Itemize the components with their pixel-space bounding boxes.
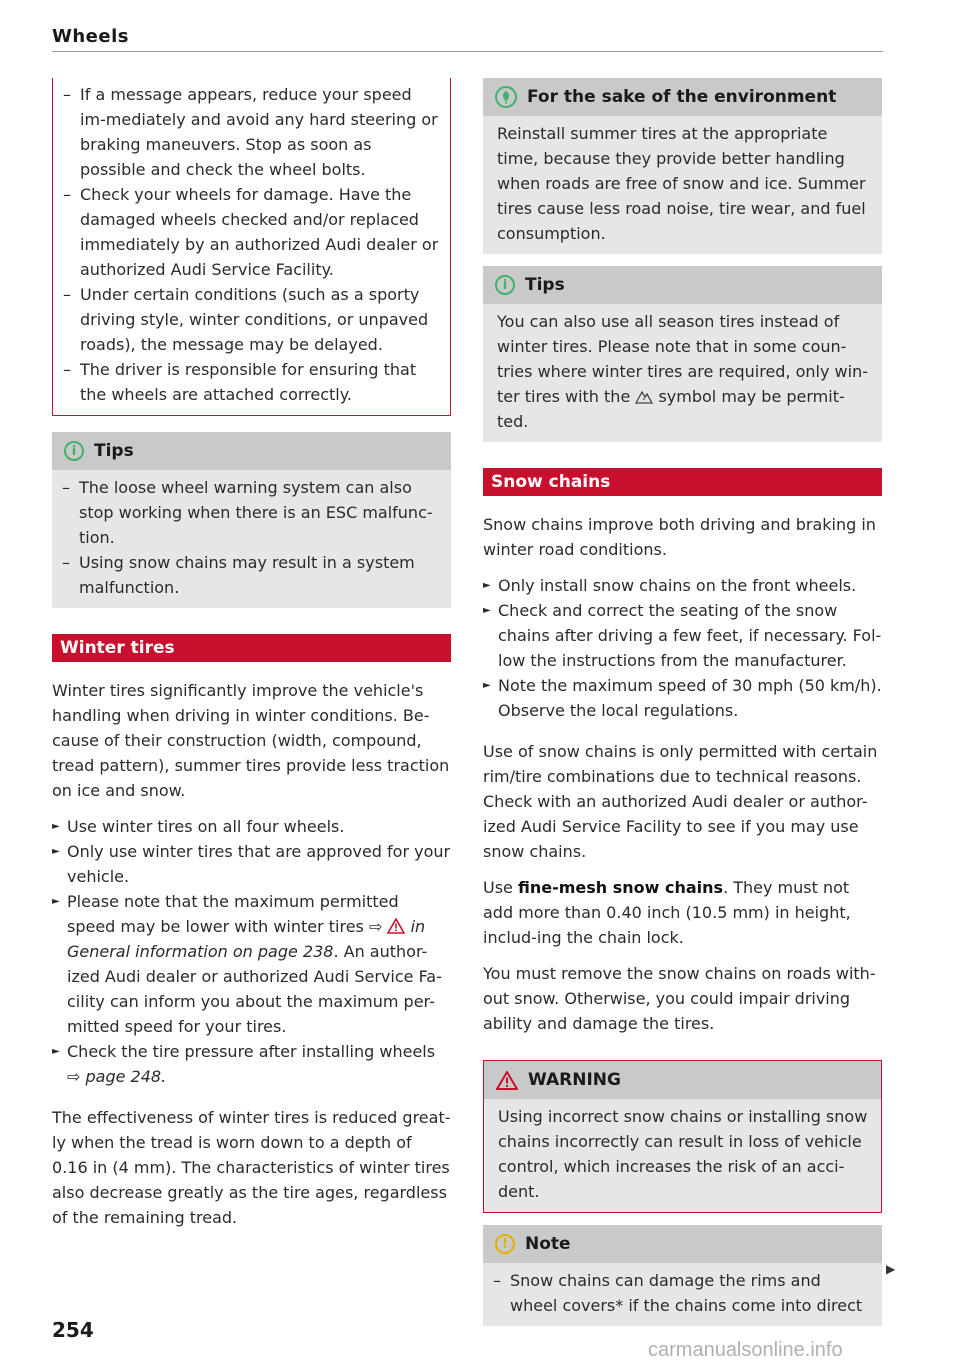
watermark: carmanualsonline.info — [648, 1339, 843, 1361]
winter-outro: The effectiveness of winter tires is reduced great-ly when the tread is worn down to a depth of 0.16 in (4 mm). The characteristics of winter tires also decrease greatly as the tire ages, regardless of the remaining tread. — [52, 1108, 451, 1227]
section-title-snow-chains: Snow chains — [483, 468, 882, 496]
environment-header — [483, 78, 882, 116]
tips-item: – The loose wheel warning system can also stop working when there is an ESC malfunc-tion. — [52, 475, 439, 550]
snow-paragraph: You must remove the snow chains on roads with-out snow. Otherwise, you could impair driving ability and damage the tires. — [483, 964, 876, 1033]
snow-paragraph: Use of snow chains is only permitted with certain rim/tire combinations due to technical reasons. Check with an authorized Audi dealer or author-ized Audi Service Facility to see if you may use snow chains. — [483, 742, 878, 861]
winter-bullet — [52, 1039, 451, 1089]
environment-body: Reinstall summer tires at the appropriate time, because they provide better handling when roads are free of snow and ice. Summer tires cause less road noise, tire wear, and fuel consumption. — [497, 124, 866, 243]
note-item: – Snow chains can damage the rims and wheel covers* if the chains come into direct — [483, 1268, 870, 1318]
page-header: Wheels — [52, 26, 129, 47]
svg-text:*: * — [642, 397, 646, 404]
note-header — [483, 1225, 882, 1263]
snow-text: . They must not add more than 0.40 inch (10.5 mm) in height, includ-ing the chain lock. — [483, 878, 851, 947]
tips-header — [52, 432, 451, 470]
snow-paragraph — [483, 875, 882, 950]
snow-bullet: ► Note the maximum speed of 30 mph (50 km/h). Observe the local regulations. — [483, 673, 882, 723]
winter-bullet-text: . An author-ized Audi dealer or authorized Audi Service Fa-cility can inform you about the maximum per-mitted speed for your tires. — [67, 942, 442, 1036]
continue-arrow-icon: ▶ — [886, 1262, 896, 1276]
tips-box — [52, 432, 451, 608]
leaf-icon — [495, 86, 517, 108]
winter-bullet: ► Only use winter tires that are approved for your vehicle. — [52, 839, 451, 889]
winter-bullet: ► Use winter tires on all four wheels. — [52, 814, 451, 839]
winter-intro: Winter tires significantly improve the vehicle's handling when driving in winter conditions. Be-cause of their construction (width, compound, tread pattern), summer tires provide less traction on ice and snow. — [52, 681, 450, 800]
warning-header — [484, 1061, 881, 1099]
warning-item: – If a message appears, reduce your speed im-mediately and avoid any hard steering or braking maneuvers. Stop as soon as possible and check the wheel bolts. — [53, 82, 440, 182]
warning-triangle-icon — [387, 918, 405, 934]
snow-intro: Snow chains improve both driving and braking in winter road conditions. — [483, 515, 876, 559]
mountain-snowflake-icon — [635, 388, 653, 404]
right-column — [483, 78, 882, 1326]
snow-bullet: ► Only install snow chains on the front wheels. — [483, 573, 882, 598]
winter-bullet-text: Check the tire pressure after installing wheels — [67, 1042, 436, 1061]
tips-body-text: symbol may be permit-ted. — [497, 387, 845, 431]
page-number: 254 — [52, 1318, 94, 1342]
environment-box — [483, 78, 882, 254]
snow-bullet: ► Check and correct the seating of the snow chains after driving a few feet, if necessary. Fol-low the instructions from the manufacturer. — [483, 598, 882, 673]
tips-title: Tips — [94, 441, 134, 461]
info-icon: i — [64, 441, 84, 461]
info-icon: i — [495, 275, 515, 295]
tips-title-2: Tips — [525, 275, 565, 295]
environment-title: For the sake of the environment — [527, 87, 837, 107]
warning-item: – Under certain conditions (such as a sporty driving style, winter conditions, or unpaved roads), the message may be delayed. — [53, 282, 440, 357]
tips-header-2 — [483, 266, 882, 304]
warning-title: WARNING — [528, 1070, 621, 1090]
left-column — [52, 78, 451, 1230]
snow-text: Use — [483, 878, 513, 897]
snow-emphasis: fine-mesh snow chains — [517, 878, 724, 897]
tips-item: – Using snow chains may result in a system malfunction. — [52, 550, 439, 600]
note-title: Note — [525, 1234, 571, 1254]
cross-reference-link[interactable]: in General information on page 238 — [67, 917, 426, 961]
page-reference-link[interactable]: ⇨ page 248. — [67, 1067, 167, 1086]
exclamation-icon: ! — [495, 1234, 515, 1254]
winter-bullet-text: Please note that the maximum permitted speed may be lower with winter tires ⇨ — [67, 892, 399, 936]
warning-continuation-box — [52, 78, 451, 416]
tips-body-2 — [497, 309, 870, 434]
tips-box-2 — [483, 266, 882, 442]
section-title-winter-tires: Winter tires — [52, 634, 451, 662]
warning-box — [483, 1060, 882, 1213]
tips-body-text: You can also use all season tires instead of winter tires. Please note that in some coun-tries where winter tires are required, only win-ter tires with the — [497, 312, 868, 406]
warning-triangle-icon — [496, 1071, 518, 1090]
note-box — [483, 1225, 882, 1326]
winter-bullet — [52, 889, 451, 1039]
warning-item: – Check your wheels for damage. Have the damaged wheels checked and/or replaced immediately by an authorized Audi dealer or authorized Audi Service Facility. — [53, 182, 440, 282]
header-divider — [52, 51, 883, 52]
warning-body: Using incorrect snow chains or installing snow chains incorrectly can result in loss of vehicle control, which increases the risk of an acci-dent. — [498, 1107, 868, 1201]
warning-item: – The driver is responsible for ensuring that the wheels are attached correctly. — [53, 357, 440, 407]
